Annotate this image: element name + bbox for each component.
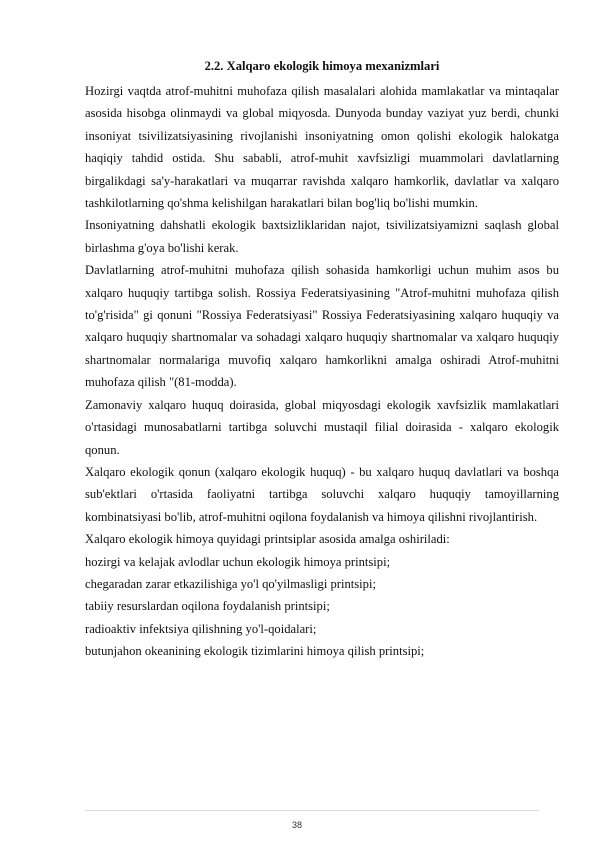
- paragraph-salvation: Insoniyatning dahshatli ekologik baxtsizliklaridan najot, tsivilizatsiyamizni saqlash global birlashma g'oya bo'lishi kerak.: [85, 218, 559, 255]
- paragraph-principles-intro: Xalqaro ekologik himoya quyidagi printsiplar asosida amalga oshiriladi:: [85, 532, 450, 547]
- footer-divider: [85, 810, 539, 811]
- section-heading: 2.2. Xalqaro ekologik himoya mexanizmlari: [204, 59, 440, 73]
- paragraph-intro: Hozirgi vaqtda atrof-muhitni muhofaza qilish masalalari alohida mamlakatlar va mintaqalar asosida hisobga olinmaydi va global miqyosda. Dunyoda bunday vaziyat yuz berdi, chunki insoniyat tsivilizatsiyasining rivojlanishi insoniyatning omon qolishi ekologik halokatga haqiqiy tahdid ostida. Shu sababli, atrof-muhit xavfsizligi muammolari davlatlarning birgalikdagi sa'y-harakatlari va muqarrar ravishda xalqaro hamkorlik, davlatlar va xalqaro tashkilotlarning qo'shma kelishilgan harakatlari bilan bog'liq bo'lishi mumkin.: [85, 84, 559, 211]
- list-item: chegaradan zarar etkazilishiga yo'l qo'yilmasligi printsipi;: [85, 576, 376, 591]
- principles-list: [85, 551, 559, 663]
- paragraph-definition: Xalqaro ekologik qonun (xalqaro ekologik huquq) - bu xalqaro huquq davlatlari va boshqa sub'ektlari o'rtasida faoliyatni tartibga soluvchi xalqaro huquqiy tamoyillarning kombinatsiyasi bo'lib, atrof-muhitni oqilona foydalanish va himoya qilishni rivojlantirish.: [85, 464, 559, 524]
- list-item: radioaktiv infektsiya qilishning yo'l-qoidalari;: [85, 621, 317, 636]
- paragraph-legal-basis: Davlatlarning atrof-muhitni muhofaza qilish sohasida hamkorligi uchun muhim asos bu xalqaro huquqiy tartibga solish. Rossiya Federatsiyasining "Atrof-muhitni muhofaza qilish to'g'risida" gi qonuni "Rossiya Federatsiyasi" Rossiya Federatsiyasining xalqaro huquqiy va xalqaro huquqiy shartnomalar va sohadagi xalqaro huquqiy shartnomalar va xalqaro huquqiy shartnomalar normalariga muvofiq xalqaro hamkorlikni amalga oshiradi Atrof-muhitni muhofaza qilish "(81-modda).: [85, 263, 559, 390]
- list-item: hozirgi va kelajak avlodlar uchun ekologik himoya printsipi;: [85, 554, 391, 569]
- document-body: [85, 80, 559, 663]
- list-item: butunjahon okeanining ekologik tizimlarini himoya qilish printsipi;: [85, 644, 425, 659]
- list-item: tabiiy resurslardan oqilona foydalanish printsipi;: [85, 599, 330, 614]
- paragraph-modern-law: Zamonaviy xalqaro huquq doirasida, global miqyosdagi ekologik xavfsizlik mamlakatlari o'rtasidagi munosabatlarni tartibga soluvchi mustaqil filial doirasida - xalqaro ekologik qonun.: [85, 397, 559, 457]
- page-number: 38: [291, 820, 303, 830]
